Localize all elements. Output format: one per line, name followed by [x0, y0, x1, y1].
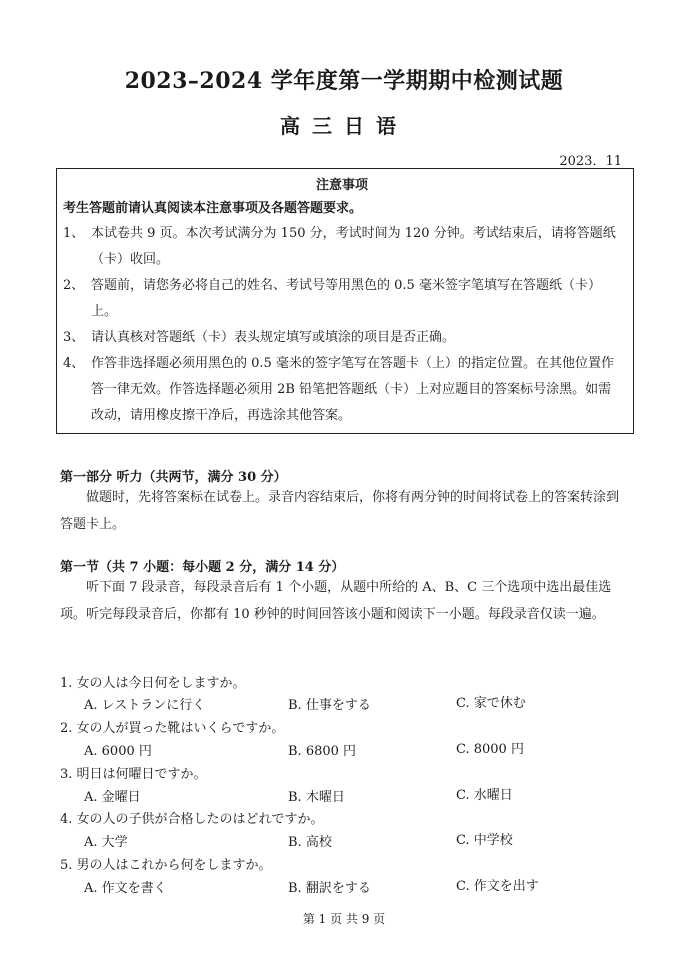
exam-subtitle: 高三日语	[280, 114, 408, 138]
exam-date: 2023．11	[559, 154, 622, 169]
question-3: 3. 明日は何曜日ですか。	[60, 767, 207, 782]
q2-option-a: A. 6000 円	[84, 744, 152, 759]
q1-option-a: A. レストランに行く	[84, 698, 206, 713]
q3-option-c: C. 水曜日	[456, 788, 513, 803]
q4-option-b: B. 高校	[288, 835, 332, 850]
q5-option-b: B. 翻訳をする	[288, 881, 371, 896]
page-number: 第 1 页 共 9 页	[302, 912, 386, 926]
notice-item-number: 2、	[63, 278, 85, 293]
notice-item-number: 4、	[63, 356, 85, 371]
section1-instruction: 听下面 7 段录音，每段录音后有 1 个小题，从题中所给的 A、B、C 三个选项中选出最佳选项。听完每段录音后，你都有 10 秒钟的时间回答该小题和阅读下一小题。每段录音仅读一遍。	[60, 580, 612, 622]
part1-instruction: 做题时，先将答案标在试卷上。录音内容结束后，你将有两分钟的时间将试卷上的答案转涂到答题卡上。	[60, 490, 620, 532]
notice-item-text: 本试卷共 9 页。本次考试满分为 150 分，考试时间为 120 分钟。考试结束后，请将答题纸（卡）收回。	[91, 226, 616, 267]
q4-option-c: C. 中学校	[456, 833, 513, 848]
q2-option-b: B. 6800 円	[288, 744, 357, 759]
notice-title: 注意事项	[315, 178, 368, 193]
notice-item	[63, 351, 621, 429]
notice-item-number: 1、	[63, 226, 85, 241]
q4-option-a: A. 大学	[84, 835, 128, 850]
q5-option-c: C. 作文を出す	[456, 879, 539, 894]
q1-option-b: B. 仕事をする	[288, 698, 371, 713]
exam-title: 2023–2024 学年度第一学期期中检测试题	[124, 68, 564, 94]
question-2: 2. 女の人が買った靴はいくらですか。	[60, 721, 285, 736]
q2-option-c: C. 8000 円	[456, 742, 524, 757]
notice-item-text: 请认真核对答题纸（卡）表头规定填写或填涂的项目是否正确。	[91, 330, 456, 345]
q3-option-b: B. 木曜日	[288, 790, 345, 805]
part1-heading: 第一部分 听力（共两节，满分 30 分）	[60, 470, 287, 485]
section1-heading: 第一节（共 7 小题：每小题 2 分，满分 14 分）	[60, 560, 345, 575]
notice-item-text: 作答非选择题必须用黑色的 0.5 毫米的签字笔写在答题卡（上）的指定位置。在其他位置作答一律无效。作答选择题必须用 2B 铅笔把答题纸（卡）上对应题目的答案标号涂黑。如需改动，请用橡皮擦干净后，再选涂其他答案。	[91, 356, 614, 423]
question-4: 4. 女の人の子供が合格したのはどれですか。	[60, 812, 324, 827]
notice-item	[63, 221, 621, 273]
notice-item-text: 答题前，请您务必将自己的姓名、考试号等用黑色的 0.5 毫米签字笔填写在答题纸（卡）上。	[91, 278, 601, 319]
notice-lead: 考生答题前请认真阅读本注意事项及各题答题要求。	[63, 201, 363, 216]
question-5: 5. 男の人はこれから何をしますか。	[60, 858, 272, 873]
q3-option-a: A. 金曜日	[84, 790, 141, 805]
notice-item-number: 3、	[63, 330, 85, 345]
q1-option-c: C. 家で休む	[456, 696, 526, 711]
notice-box	[56, 168, 634, 434]
question-1: 1. 女の人は今日何をしますか。	[60, 676, 246, 691]
notice-item	[63, 273, 621, 325]
notice-item	[63, 325, 621, 351]
q5-option-a: A. 作文を書く	[84, 881, 167, 896]
